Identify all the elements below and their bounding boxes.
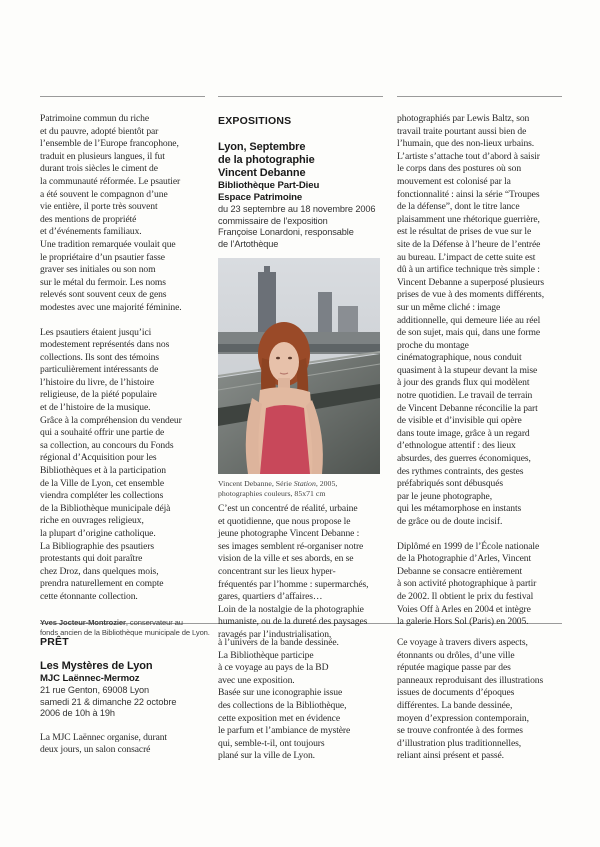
exhibition-photograph (218, 258, 380, 474)
pret-body-1: La MJC Laënnec organise, durant deux jours, un salon consacré (40, 731, 167, 756)
exposition-title: Lyon, Septembre de la photographie Vincent Debanne (218, 141, 315, 179)
exposition-venue: Bibliothèque Part-Dieu Espace Patrimoine (218, 180, 320, 203)
pret-body-2: à l’univers de la bande dessinée. La Bibliothèque participe à ce voyage au pays de la BD avec une exposition. Basée sur une iconographie issue des collections de la Bibliothèque, cette exposition met en évidence le parfum et l’ambiance de mystère qui, semble-t-il, ont toujours plané sur la ville de Lyon. (218, 637, 351, 762)
pret-section-label: PRÊT (40, 636, 69, 648)
psautiers-paragraph-2: Les psautiers étaient jusqu’ici modestement représentés dans nos collections. Ils sont des témoins particulièrement intéressants de l’histoire du livre, de l’histoire religieuse, de la piété populaire et de l’histoire de la musique. Grâce à la compréhension du vendeur qui a souhaité offrir une partie de sa collection, au concours du Fonds régional d’Acquisition pour les Bibliothèques et à la participation de la Ville de Lyon, cet ensemble viendra compléter les collections de la Bibliothèque municipale déjà riche en ouvrages religieux, la plupart d’origine catholique. La Bibliographie des psautiers protestants qui doit paraître chez Droz, dans quelques mois, prendra naturellement en compte cette étonnante collection. (40, 326, 182, 602)
author-credit: Yves Jocteur-Montrozier, conservateur au fonds ancien de la Bibliothèque municipale de Lyon. (40, 617, 210, 637)
pret-title: Les Mystères de Lyon (40, 660, 153, 672)
exposition-header (218, 141, 388, 250)
exposition-body: C’est un concentré de réalité, urbaine et quotidienne, que nous propose le jeune photographe Vincent Debanne : ses images semblent ré-organiser notre vision de la ville et ses abords, en se concentrant sur les lieux hyper- fréquentés par l’homme : supermarchés, gares, quartiers d’affaires… Loin de la nostalgie de la photographie humaniste, ou de la dureté des paysages ravagés par l’industrialisation, (218, 503, 369, 640)
pret-info: 21 rue Genton, 69008 Lyon samedi 21 & dimanche 22 octobre 2006 de 10h à 19h (40, 685, 177, 719)
author-name: Yves Jocteur-Montrozier (40, 617, 126, 627)
top-rule-left (40, 96, 205, 97)
top-rule-right (397, 96, 562, 97)
expositions-section-label: EXPOSITIONS (218, 115, 292, 127)
photo-woman-on-rooftop (218, 258, 380, 474)
pret-venue: MJC Laënnec-Mermoz (40, 673, 140, 684)
top-rule-middle (218, 96, 383, 97)
debanne-paragraph-1: photographiés par Lewis Baltz, son travail traite pourtant aussi bien de l’humain, que des non-lieux urbains. L’artiste s’attache tout d’abord à saisir le corps dans des postures où son mouvement est colonisé par la fonctionnalité : ainsi la série “Troupes de la défense”, dont le titre lance plaisamment une rhétorique guerrière, est le résultat de prises de vue sur le site de la Défense à l’heure de l’entrée au bureau. L’impact de cette suite est dû à un artifice technique très simple : Vincent Debanne a superposé plusieurs prises de vue à des moments différents, sur un même cliché : image additionnelle, qui demeure liée au réel de son sujet, mais qui, dans une forme proche du montage cinématographique, nous conduit quasiment à la stupeur devant la mise à jour des grands flux qui modèlent notre quotidien. Le travail de terrain de Vincent Debanne réconcilie la part de visible et d’invisible qui opère dans toute image, grâce à un regard d’ethnologue attentif : des lieux absurdes, des guerres économiques, des rythmes contraints, des gestes préfabriqués sont débusqués par le jeune photographe, qui les métamorphose en instants de grâce ou de doute incisif. (397, 113, 545, 527)
psautiers-paragraph-1: Patrimoine commun du riche et du pauvre, adopté bientôt par l’ensemble de l’Europe francophone, traduit en plusieurs langues, il fut durant trois siècles le ciment de la communauté réformée. Le psautier a été souvent le compagnon d’une vie entière, il porte très souvent des mentions de propriété et d’événements familiaux. Une tradition remarquée voulait que le propriétaire d’un psautier fasse graver ses initiales ou son nom sur le métal du fermoir. Les noms relevés sont souvent ceux de gens modestes avec une majorité féminine. (40, 113, 182, 313)
debanne-paragraph-2: Diplômé en 1999 de l’École nationale de la Photographie d’Arles, Vincent Debanne se consacre entièrement à son activité photographique à partir de 2002. Il obtient le prix du festival Voies Off à Arles en 2004 et intègre la galerie Hors Sol (Paris) en 2005. (397, 540, 540, 628)
right-column (397, 113, 577, 629)
exposition-info: du 23 septembre au 18 novembre 2006 commissaire de l’exposition Françoise Lonardoni, responsable de l’Artothèque (218, 204, 376, 249)
pret-header (40, 660, 212, 757)
photo-caption: Vincent Debanne, Série Station, 2005, photographies couleurs, 85x71 cm (218, 479, 338, 498)
left-column (40, 113, 220, 638)
pret-body-3: Ce voyage à travers divers aspects, étonnants ou drôles, d’une ville réputée magique passe par des panneaux reproduisant des illustrations issues de documents d’époques différentes. La bande dessinée, moyen d’expression contemporain, se trouve confrontée à des formes d’illustration plus traditionnelles, reliant ainsi présent et passé. (397, 637, 544, 762)
